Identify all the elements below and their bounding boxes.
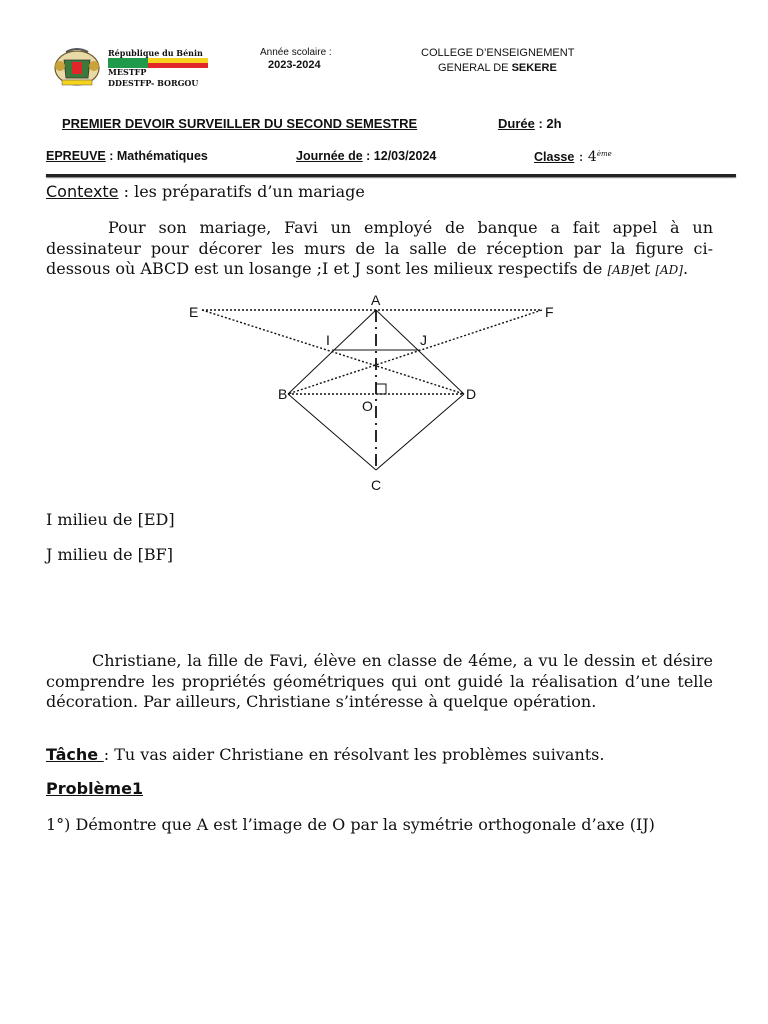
point-d-label: D [466, 386, 477, 402]
exam-title: PREMIER DEVOIR SURVEILLER DU SECOND SEMESTRE [62, 116, 418, 131]
point-f-label: F [545, 304, 554, 320]
school-name-line1: COLLEGE D’ENSEIGNEMENT [421, 47, 575, 59]
header-rule [46, 174, 736, 177]
task-line: Tâche : Tu vas aider Christiane en résolvant les problèmes suivants. [46, 745, 605, 764]
point-i-label: I [326, 332, 330, 348]
point-j-label: J [420, 332, 427, 348]
republic-name: République du Bénin [108, 48, 203, 58]
school-name-line2: GENERAL DE SEKERE [438, 62, 557, 74]
point-a-label: A [371, 292, 381, 308]
fact-j-midpoint: J milieu de [BF] [46, 545, 174, 564]
rhombus-figure [180, 290, 580, 500]
point-o-label: O [362, 398, 373, 414]
coat-of-arms-logo [50, 46, 104, 88]
problem1-title: Problème1 [46, 779, 144, 798]
ministry-name: MESTFP [108, 67, 147, 77]
point-e-label: E [189, 304, 199, 320]
side-dc [376, 394, 464, 470]
right-angle-mark [376, 384, 386, 394]
school-year-label: Année scolaire : [260, 47, 332, 58]
segment-fb [288, 310, 542, 394]
fact-i-midpoint: I milieu de [ED] [46, 510, 175, 529]
point-b-label: B [278, 386, 288, 402]
point-c-label: C [371, 477, 382, 493]
side-ad [376, 310, 464, 394]
problem1-question1: 1°) Démontre que A est l’image de O par la symétrie orthogonale d’axe (IJ) [46, 815, 655, 834]
exam-date: Journée de : 12/03/2024 [296, 149, 437, 163]
exam-class: Classe : 4ème [534, 149, 612, 165]
story-paragraph: Christiane, la fille de Favi, élève en classe de 4éme, a vu le dessin et désire comprendre les propriétés géométriques qui ont guidé la réalisation d’une telle décoration. Par ailleurs, Christiane s’intéresse à quelque opération. [46, 651, 713, 711]
segment-ad: [AD] [655, 263, 683, 277]
direction-name: DDESTFP- BORGOU [108, 78, 199, 88]
segment-ed [202, 310, 464, 394]
exam-duration: Durée : 2h [498, 116, 562, 131]
context-paragraph: Pour son mariage, Favi un employé de banque a fait appel à un dessinateur pour décorer les murs de la salle de réception par la figure ci- dessous où ABCD est un losange ;I et J sont les milieux respectifs de [AB]et [AD]. [46, 218, 713, 278]
exam-subject: EPREUVE : Mathématiques [46, 149, 208, 163]
school-year-value: 2023-2024 [268, 59, 321, 71]
context-heading: Contexte : les préparatifs d’un mariage [46, 182, 365, 201]
segment-ab: [AB] [607, 263, 635, 277]
